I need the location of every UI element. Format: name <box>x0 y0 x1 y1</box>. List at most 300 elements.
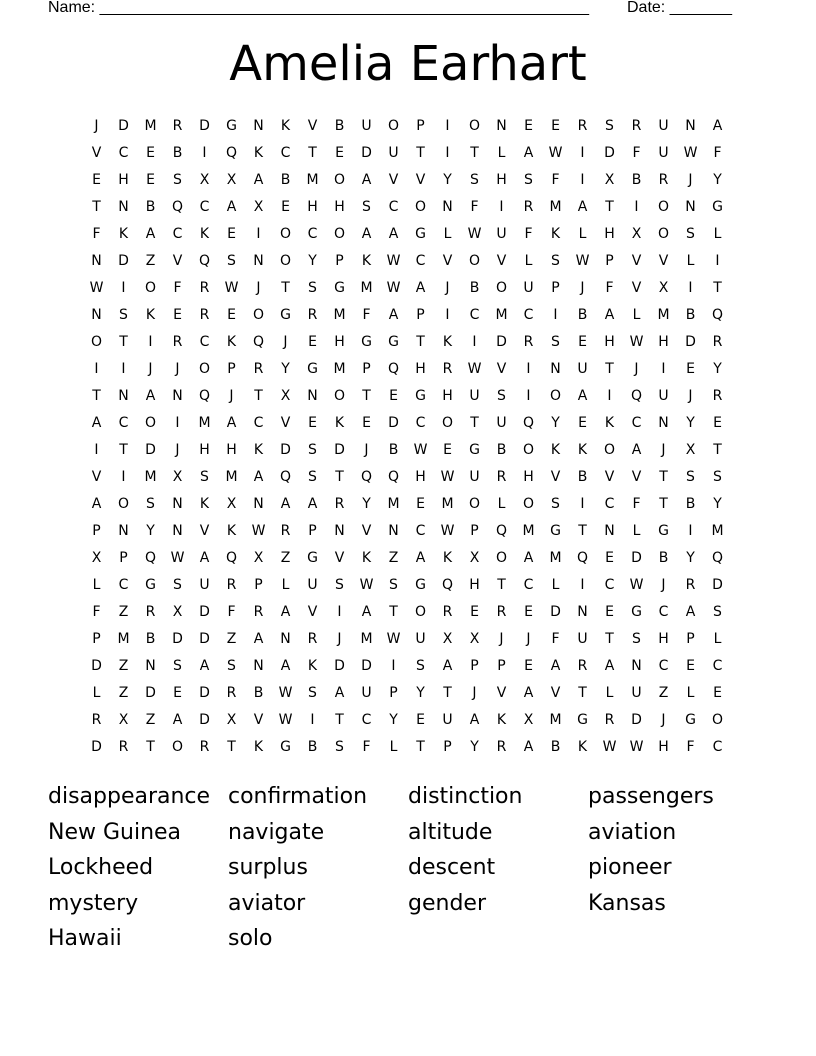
grid-letter: K <box>334 415 345 431</box>
grid-letter: G <box>415 388 426 404</box>
grid-letter: F <box>713 145 722 161</box>
grid-letter: I <box>310 712 315 728</box>
grid-letter: K <box>226 523 237 539</box>
word-list <box>48 779 768 957</box>
grid-letter: Y <box>713 496 722 512</box>
grid-letter: W <box>629 334 644 350</box>
grid-letter: D <box>199 118 210 134</box>
grid-letter: C <box>253 415 264 431</box>
grid-letter: G <box>712 199 723 215</box>
grid-letter: A <box>226 415 237 431</box>
grid-letter: F <box>632 145 641 161</box>
grid-letter: J <box>634 361 639 377</box>
grid-letter: O <box>441 415 454 431</box>
grid-letter: D <box>631 712 642 728</box>
grid-letter: E <box>173 685 182 701</box>
grid-letter: V <box>172 253 183 269</box>
grid-letter: Z <box>145 712 156 728</box>
grid-letter: T <box>578 685 587 701</box>
grid-letter: X <box>226 496 237 512</box>
grid-letter: E <box>308 334 317 350</box>
grid-letter: M <box>117 631 130 647</box>
grid-letter: Q <box>576 550 589 566</box>
grid-letter: F <box>551 631 560 647</box>
grid-letter: J <box>175 442 180 458</box>
grid-letter: S <box>308 442 317 458</box>
grid-letter: O <box>468 253 481 269</box>
grid-letter: U <box>658 118 669 134</box>
grid-letter: N <box>118 523 129 539</box>
grid-letter: T <box>335 712 344 728</box>
grid-letter: X <box>442 631 453 647</box>
grid-letter: R <box>442 604 453 620</box>
grid-letter: C <box>118 577 129 593</box>
grid-letter: E <box>524 118 533 134</box>
grid-letter: X <box>685 442 696 458</box>
grid-letter: T <box>659 469 668 485</box>
grid-row <box>83 248 731 275</box>
grid-letter: A <box>388 307 399 323</box>
word-list-item: solo <box>228 926 273 951</box>
grid-letter: O <box>657 199 670 215</box>
grid-row <box>83 680 731 707</box>
grid-letter: Q <box>198 388 211 404</box>
grid-letter: P <box>470 523 479 539</box>
grid-letter: D <box>172 631 183 647</box>
grid-letter: R <box>523 334 534 350</box>
grid-letter: N <box>172 523 183 539</box>
grid-letter: D <box>685 334 696 350</box>
grid-letter: E <box>335 145 344 161</box>
grid-letter: W <box>413 442 428 458</box>
grid-letter: X <box>172 469 183 485</box>
grid-letter: T <box>578 523 587 539</box>
grid-letter: O <box>711 712 724 728</box>
grid-letter: N <box>442 199 453 215</box>
grid-letter: H <box>415 361 426 377</box>
grid-letter: Y <box>686 415 695 431</box>
grid-letter: T <box>92 388 101 404</box>
grid-letter: M <box>549 550 562 566</box>
grid-letter: E <box>173 307 182 323</box>
grid-letter: T <box>443 685 452 701</box>
word-list-item: navigate <box>228 819 325 845</box>
grid-letter: H <box>334 199 345 215</box>
grid-letter: O <box>414 604 427 620</box>
grid-letter: A <box>199 658 210 674</box>
grid-letter: I <box>337 604 342 620</box>
grid-letter: N <box>307 388 318 404</box>
grid-letter: Y <box>389 712 398 728</box>
grid-row <box>83 437 731 464</box>
grid-letter: E <box>524 658 533 674</box>
grid-letter: D <box>145 442 156 458</box>
grid-letter: K <box>577 442 588 458</box>
grid-letter: L <box>632 523 641 539</box>
grid-letter: C <box>631 415 642 431</box>
grid-letter: O <box>414 199 427 215</box>
grid-letter: V <box>307 118 318 134</box>
grid-letter: B <box>658 550 669 566</box>
grid-letter: G <box>307 361 318 377</box>
grid-letter: S <box>227 253 236 269</box>
grid-letter: I <box>121 469 126 485</box>
grid-letter: D <box>361 145 372 161</box>
grid-letter: X <box>631 226 642 242</box>
grid-letter: C <box>415 523 426 539</box>
grid-letter: F <box>524 226 533 242</box>
grid-letter: S <box>200 469 209 485</box>
grid-letter: S <box>605 118 614 134</box>
grid-letter: Y <box>713 361 722 377</box>
grid-letter: K <box>604 415 615 431</box>
grid-letter: F <box>551 172 560 188</box>
grid-letter: L <box>389 739 398 755</box>
grid-letter: Y <box>308 253 317 269</box>
grid-letter: X <box>253 550 264 566</box>
grid-letter: M <box>711 523 724 539</box>
grid-letter: A <box>91 496 102 512</box>
word-list-item: altitude <box>408 819 493 845</box>
grid-letter: G <box>226 118 237 134</box>
grid-letter: P <box>443 739 452 755</box>
grid-letter: H <box>658 631 669 647</box>
grid-row <box>83 167 731 194</box>
grid-letter: E <box>92 172 101 188</box>
grid-letter: M <box>225 469 238 485</box>
grid-letter: S <box>686 469 695 485</box>
grid-letter: M <box>549 199 562 215</box>
grid-letter: K <box>145 307 156 323</box>
grid-letter: W <box>629 739 644 755</box>
grid-row <box>83 518 731 545</box>
grid-letter: F <box>686 739 695 755</box>
grid-letter: B <box>145 631 156 647</box>
grid-letter: D <box>199 631 210 647</box>
grid-letter: H <box>523 469 534 485</box>
grid-letter: K <box>550 226 561 242</box>
word-list-item: pioneer <box>588 855 672 880</box>
grid-letter: D <box>145 685 156 701</box>
grid-letter: A <box>361 226 372 242</box>
grid-letter: W <box>602 739 617 755</box>
grid-letter: E <box>416 496 425 512</box>
grid-letter: I <box>580 172 585 188</box>
date-label: Date: _______ <box>627 0 732 16</box>
grid-row <box>83 356 731 383</box>
grid-letter: L <box>92 685 101 701</box>
grid-letter: Q <box>630 388 643 404</box>
grid-letter: R <box>307 307 318 323</box>
grid-letter: B <box>307 739 318 755</box>
grid-letter: B <box>685 307 696 323</box>
grid-letter: K <box>226 334 237 350</box>
grid-letter: T <box>416 334 425 350</box>
grid-row <box>83 626 731 653</box>
grid-letter: U <box>361 685 372 701</box>
word-list-item: Lockheed <box>48 855 154 880</box>
grid-letter: I <box>445 118 450 134</box>
grid-letter: L <box>605 685 614 701</box>
grid-letter: G <box>631 604 642 620</box>
grid-letter: W <box>278 712 293 728</box>
grid-letter: A <box>442 658 453 674</box>
grid-letter: N <box>172 496 183 512</box>
grid-letter: T <box>389 604 398 620</box>
grid-letter: S <box>173 658 182 674</box>
grid-letter: V <box>307 604 318 620</box>
grid-letter: W <box>683 145 698 161</box>
grid-letter: L <box>686 253 695 269</box>
grid-letter: T <box>713 280 722 296</box>
grid-letter: U <box>658 145 669 161</box>
grid-letter: P <box>308 523 317 539</box>
grid-letter: F <box>470 199 479 215</box>
grid-letter: L <box>497 145 506 161</box>
grid-letter: T <box>308 145 317 161</box>
grid-letter: I <box>445 307 450 323</box>
grid-letter: X <box>199 172 210 188</box>
grid-letter: N <box>253 496 264 512</box>
grid-letter: T <box>254 388 263 404</box>
grid-letter: F <box>632 496 641 512</box>
grid-letter: J <box>148 361 153 377</box>
grid-letter: S <box>686 226 695 242</box>
grid-letter: I <box>688 523 693 539</box>
grid-letter: A <box>523 685 534 701</box>
grid-row <box>83 383 731 410</box>
grid-letter: T <box>416 145 425 161</box>
grid-letter: G <box>415 577 426 593</box>
grid-letter: J <box>661 577 666 593</box>
grid-letter: O <box>549 388 562 404</box>
grid-letter: T <box>281 280 290 296</box>
grid-letter: W <box>629 577 644 593</box>
grid-letter: U <box>577 631 588 647</box>
grid-letter: K <box>361 253 372 269</box>
grid-letter: A <box>631 442 642 458</box>
grid-letter: U <box>496 415 507 431</box>
grid-letter: V <box>496 361 507 377</box>
grid-letter: E <box>551 118 560 134</box>
grid-letter: I <box>202 145 207 161</box>
grid-letter: M <box>441 496 454 512</box>
word-list-item: descent <box>408 855 496 880</box>
grid-letter: B <box>280 172 291 188</box>
grid-letter: M <box>333 307 346 323</box>
grid-letter: H <box>442 388 453 404</box>
grid-letter: A <box>307 496 318 512</box>
grid-letter: U <box>199 577 210 593</box>
grid-letter: I <box>526 388 531 404</box>
word-list-item: New Guinea <box>48 819 182 845</box>
grid-letter: F <box>362 739 371 755</box>
grid-letter: N <box>577 604 588 620</box>
grid-letter: O <box>468 118 481 134</box>
grid-letter: E <box>605 550 614 566</box>
grid-letter: W <box>386 253 401 269</box>
grid-letter: T <box>92 199 101 215</box>
grid-letter: P <box>416 118 425 134</box>
grid-row <box>83 410 731 437</box>
grid-letter: L <box>92 577 101 593</box>
grid-letter: K <box>199 226 210 242</box>
grid-letter: P <box>416 307 425 323</box>
grid-letter: R <box>307 631 318 647</box>
grid-letter: R <box>172 334 183 350</box>
grid-letter: E <box>443 442 452 458</box>
grid-letter: H <box>307 199 318 215</box>
grid-letter: C <box>361 712 372 728</box>
grid-letter: R <box>199 739 210 755</box>
grid-row <box>83 599 731 626</box>
grid-letter: N <box>118 388 129 404</box>
grid-letter: Y <box>416 685 425 701</box>
grid-letter: T <box>497 577 506 593</box>
grid-letter: G <box>550 523 561 539</box>
word-list-item: Kansas <box>588 890 666 916</box>
grid-letter: L <box>497 496 506 512</box>
grid-letter: G <box>388 334 399 350</box>
grid-letter: Y <box>281 361 290 377</box>
grid-letter: U <box>388 145 399 161</box>
grid-letter: E <box>389 388 398 404</box>
grid-letter: U <box>631 685 642 701</box>
grid-letter: Z <box>388 550 399 566</box>
grid-letter: K <box>253 739 264 755</box>
letter-grid <box>83 113 731 761</box>
grid-letter: D <box>334 442 345 458</box>
grid-letter: J <box>472 685 477 701</box>
grid-letter: U <box>415 631 426 647</box>
grid-letter: R <box>91 712 102 728</box>
grid-letter: T <box>119 334 128 350</box>
grid-letter: A <box>253 469 264 485</box>
grid-letter: H <box>604 226 615 242</box>
grid-row <box>83 329 731 356</box>
grid-letter: E <box>605 604 614 620</box>
grid-letter: J <box>445 280 450 296</box>
grid-letter: S <box>227 658 236 674</box>
grid-letter: Y <box>146 523 155 539</box>
grid-letter: K <box>307 658 318 674</box>
grid-letter: A <box>550 658 561 674</box>
grid-letter: P <box>551 280 560 296</box>
grid-letter: K <box>199 496 210 512</box>
grid-letter: T <box>470 415 479 431</box>
grid-letter: F <box>362 307 371 323</box>
grid-letter: X <box>280 388 291 404</box>
grid-letter: X <box>658 280 669 296</box>
grid-letter: I <box>688 280 693 296</box>
grid-letter: N <box>334 523 345 539</box>
grid-letter: A <box>145 226 156 242</box>
grid-letter: Z <box>280 550 291 566</box>
grid-letter: Y <box>470 739 479 755</box>
grid-letter: G <box>280 739 291 755</box>
grid-letter: L <box>686 685 695 701</box>
grid-letter: A <box>415 280 426 296</box>
grid-letter: B <box>685 496 696 512</box>
grid-letter: N <box>118 199 129 215</box>
grid-letter: N <box>685 199 696 215</box>
grid-letter: O <box>117 496 130 512</box>
grid-letter: T <box>227 739 236 755</box>
word-list-item: confirmation <box>228 784 368 809</box>
grid-letter: X <box>253 199 264 215</box>
grid-letter: O <box>279 253 292 269</box>
grid-letter: E <box>416 712 425 728</box>
grid-letter: W <box>467 361 482 377</box>
grid-letter: D <box>631 550 642 566</box>
grid-letter: A <box>604 307 615 323</box>
grid-letter: V <box>442 253 453 269</box>
grid-letter: F <box>227 604 236 620</box>
grid-letter: C <box>523 307 534 323</box>
grid-letter: A <box>361 172 372 188</box>
grid-letter: D <box>496 334 507 350</box>
grid-letter: P <box>497 658 506 674</box>
grid-letter: M <box>198 415 211 431</box>
grid-letter: B <box>577 307 588 323</box>
grid-letter: H <box>334 334 345 350</box>
grid-letter: A <box>577 388 588 404</box>
grid-letter: K <box>496 712 507 728</box>
grid-letter: Q <box>225 145 238 161</box>
grid-letter: O <box>333 388 346 404</box>
grid-letter: O <box>171 739 184 755</box>
word-list-item: mystery <box>48 890 139 916</box>
grid-letter: R <box>496 469 507 485</box>
grid-letter: I <box>121 280 126 296</box>
grid-letter: N <box>172 388 183 404</box>
grid-letter: P <box>686 631 695 647</box>
grid-letter: N <box>91 253 102 269</box>
grid-letter: H <box>658 334 669 350</box>
grid-letter: P <box>119 550 128 566</box>
grid-letter: N <box>253 253 264 269</box>
grid-letter: O <box>468 496 481 512</box>
grid-letter: Y <box>362 496 371 512</box>
grid-letter: M <box>360 631 373 647</box>
grid-letter: P <box>605 253 614 269</box>
grid-letter: T <box>605 361 614 377</box>
grid-letter: J <box>337 631 342 647</box>
grid-letter: V <box>631 280 642 296</box>
grid-row <box>83 140 731 167</box>
grid-letter: K <box>253 145 264 161</box>
grid-letter: E <box>578 334 587 350</box>
word-list-item: passengers <box>588 784 714 809</box>
grid-letter: X <box>604 172 615 188</box>
grid-letter: R <box>172 118 183 134</box>
grid-letter: E <box>308 415 317 431</box>
grid-letter: J <box>175 361 180 377</box>
grid-letter: D <box>388 415 399 431</box>
grid-letter: M <box>549 712 562 728</box>
grid-letter: G <box>469 442 480 458</box>
grid-letter: O <box>495 550 508 566</box>
grid-letter: D <box>280 442 291 458</box>
grid-letter: A <box>523 145 534 161</box>
grid-letter: B <box>550 739 561 755</box>
grid-letter: W <box>440 523 455 539</box>
grid-letter: D <box>199 685 210 701</box>
grid-letter: I <box>580 577 585 593</box>
grid-letter: Y <box>713 172 722 188</box>
grid-letter: W <box>440 469 455 485</box>
page-title: Amelia Earhart <box>229 36 587 92</box>
